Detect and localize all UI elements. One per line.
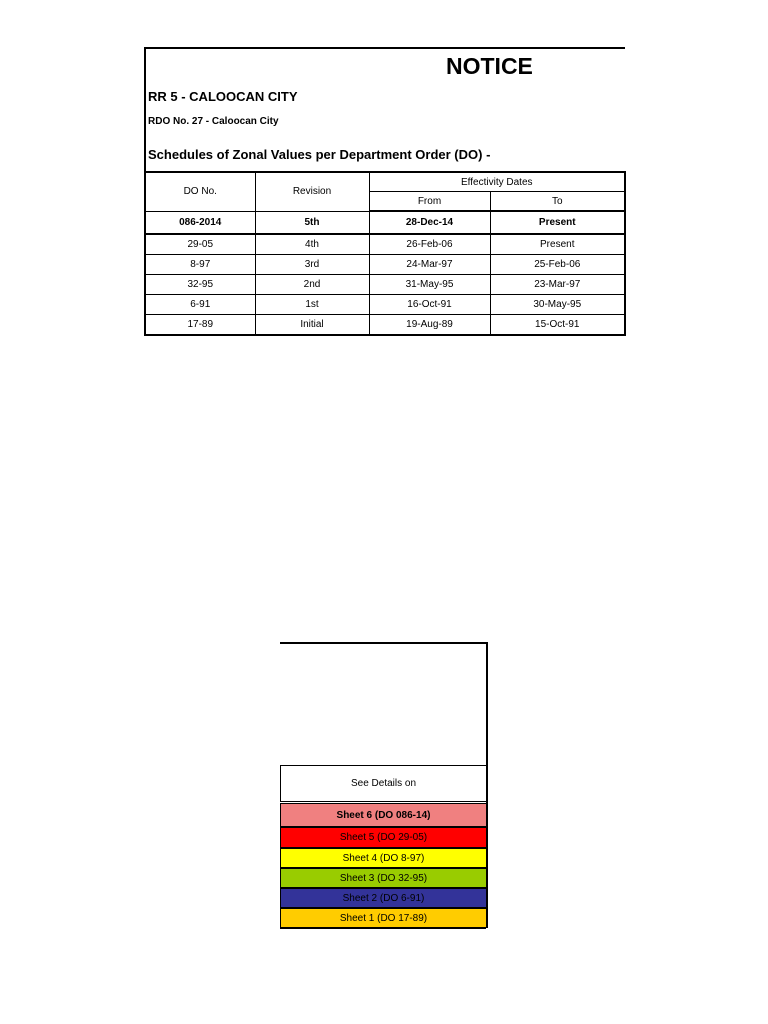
table-row [145, 234, 625, 255]
notice-sheet [144, 47, 625, 333]
cell-from: 28-Dec-14 [369, 211, 490, 234]
table-row [145, 275, 625, 295]
sheet-index-box [280, 642, 488, 928]
cell-do-no: 32-95 [145, 275, 255, 295]
header-effectivity-dates: Effectivity Dates [369, 172, 625, 192]
cell-do-no: 29-05 [145, 234, 255, 255]
table-row [145, 255, 625, 275]
cell-revision: 2nd [255, 275, 369, 295]
do-schedule-table [144, 171, 626, 336]
cell-from: 31-May-95 [369, 275, 490, 295]
cell-from: 16-Oct-91 [369, 295, 490, 315]
cell-from: 26-Feb-06 [369, 234, 490, 255]
header-from: From [369, 192, 490, 212]
sheet-6-link[interactable]: Sheet 6 (DO 086-14) [280, 803, 486, 827]
header-to: To [490, 192, 625, 212]
sheet-5-link[interactable]: Sheet 5 (DO 29-05) [280, 827, 486, 848]
region-heading: RR 5 - CALOOCAN CITY [148, 89, 298, 104]
sheet-4-link[interactable]: Sheet 4 (DO 8-97) [280, 848, 486, 868]
table-row [145, 295, 625, 315]
notice-title: NOTICE [446, 53, 533, 79]
rdo-heading: RDO No. 27 - Caloocan City [148, 116, 279, 127]
cell-do-no: 6-91 [145, 295, 255, 315]
cell-revision: Initial [255, 315, 369, 336]
header-revision: Revision [255, 172, 369, 211]
cell-do-no: 8-97 [145, 255, 255, 275]
cell-to: 15-Oct-91 [490, 315, 625, 336]
sheet-3-link[interactable]: Sheet 3 (DO 32-95) [280, 868, 486, 888]
cell-do-no: 086-2014 [145, 211, 255, 234]
cell-revision: 5th [255, 211, 369, 234]
cell-to: 30-May-95 [490, 295, 625, 315]
cell-revision: 3rd [255, 255, 369, 275]
cell-from: 24-Mar-97 [369, 255, 490, 275]
sheet-2-link[interactable]: Sheet 2 (DO 6-91) [280, 888, 486, 908]
cell-revision: 4th [255, 234, 369, 255]
cell-to: 23-Mar-97 [490, 275, 625, 295]
sheet-1-link[interactable]: Sheet 1 (DO 17-89) [280, 908, 486, 929]
cell-from: 19-Aug-89 [369, 315, 490, 336]
table-row [145, 315, 625, 336]
cell-to: Present [490, 211, 625, 234]
cell-do-no: 17-89 [145, 315, 255, 336]
header-do-no: DO No. [145, 172, 255, 211]
see-details-label: See Details on [280, 765, 486, 802]
cell-revision: 1st [255, 295, 369, 315]
schedules-title: Schedules of Zonal Values per Department Order (DO) - [148, 147, 491, 162]
cell-to: Present [490, 234, 625, 255]
cell-to: 25-Feb-06 [490, 255, 625, 275]
table-row [145, 211, 625, 234]
